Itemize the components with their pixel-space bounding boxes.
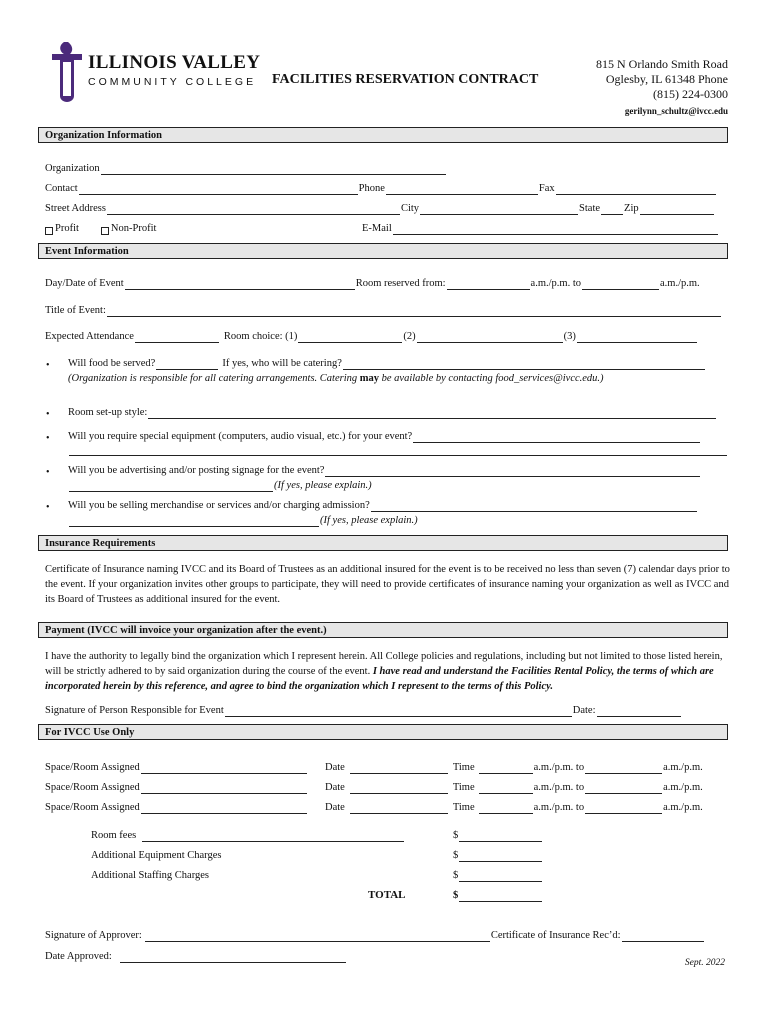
event-title-field[interactable] [107,307,721,317]
logo-line1: ILLINOIS VALLEY [88,52,261,73]
time-to-field-1[interactable] [585,764,662,774]
catering-note: (Organization is responsible for all catering arrangements. Catering may be available by contacting food_services@ivcc.edu.) [68,373,604,384]
zip-label: Zip [624,203,639,214]
state-label: State [579,203,601,214]
room-choice1-field[interactable] [298,333,402,343]
advertising-row [68,465,701,477]
selling-row [68,500,698,512]
ampm-label: a.m./p.m. [663,802,703,813]
profit-checkbox[interactable] [45,227,53,235]
time-label: Time [452,782,475,793]
room-from-label: Room reserved from: [355,278,446,289]
event-date-row [45,278,700,290]
space-room-field-3[interactable] [141,804,307,814]
city-label: City [400,203,420,214]
room-fees-note-field[interactable] [142,832,404,842]
room-date-row-3 [325,802,703,814]
attendance-label: Expected Attendance [45,331,134,342]
advertising-row2 [68,480,372,492]
setup-label: Room set-up style: [68,407,148,418]
bullet-icon: • [46,502,50,513]
staffing-charges-amount: $ [453,870,543,882]
responsible-signature-label: Signature of Person Responsible for Event [45,705,224,716]
approver-row [45,930,705,942]
day-date-field[interactable] [125,280,355,290]
room-choice3-field[interactable] [577,333,697,343]
fax-label: Fax [538,183,555,194]
ampm-label: a.m./p.m. [663,782,703,793]
total-amount: $ [453,890,543,902]
setup-field[interactable] [148,409,716,419]
total-label: TOTAL [368,889,406,901]
selling-row2 [68,515,418,527]
insurance-section-heading: Insurance Requirements [38,535,728,551]
room-to-field[interactable] [582,280,659,290]
signature-date-label: Date: [572,705,596,716]
room-choice2-field[interactable] [417,333,563,343]
space-room-label: Space/Room Assigned [45,762,140,773]
room-fees-amount: $ [453,830,543,842]
equipment-label: Will you require special equipment (computers, audio visual, etc.) for your event? [68,431,413,442]
logo-mark-icon [50,40,84,102]
advertising-field[interactable] [325,467,700,477]
room-assigned-row-3 [45,802,308,814]
approver-label: Signature of Approver: [45,930,142,941]
phone-label: Phone [358,183,385,194]
day-date-label: Day/Date of Event [45,278,124,289]
responsible-signature-row [45,705,682,717]
catering-field[interactable] [343,360,705,370]
selling-field[interactable] [371,502,697,512]
phone-field[interactable] [386,185,538,195]
ampm-label: a.m./p.m. [660,278,700,289]
staffing-charges-field[interactable] [459,872,542,882]
nonprofit-checkbox[interactable] [101,227,109,235]
ampm-label: a.m./p.m. [663,762,703,773]
attendance-row [45,331,698,343]
organization-field[interactable] [101,165,446,175]
city-field[interactable] [420,205,578,215]
room-fees-row [91,830,405,842]
time-label: Time [452,802,475,813]
address-line1: 815 N Orlando Smith Road [596,57,728,71]
email-label: E-Mail [362,223,392,234]
equipment-field-2[interactable] [69,446,727,456]
profit-checkbox-row [45,223,156,235]
space-room-label: Space/Room Assigned [45,782,140,793]
room-date-field-2[interactable] [350,784,448,794]
logo-line2: COMMUNITY COLLEGE [88,76,257,88]
college-logo [50,40,261,102]
time-from-field-3[interactable] [479,804,533,814]
equipment-charges-amount: $ [453,850,543,862]
contact-email: gerilynn_schultz@ivcc.edu [624,106,728,116]
date-label: Date [325,802,345,813]
contact-label: Contact [45,183,78,194]
organization-section-heading: Organization Information [38,127,728,143]
choice3-label: (3) [563,331,576,342]
food-row [68,358,706,370]
advertising-explain-note: (If yes, please explain.) [274,480,372,491]
fax-field[interactable] [556,185,716,195]
space-room-field-2[interactable] [141,784,307,794]
room-from-field[interactable] [447,280,530,290]
street-field[interactable] [107,205,400,215]
room-fees-label: Room fees [91,830,137,841]
advertising-field-2[interactable] [69,482,273,492]
event-section-heading: Event Information [38,243,728,259]
bullet-icon: • [46,409,50,420]
page-title: FACILITIES RESERVATION CONTRACT [272,72,539,87]
selling-explain-note: (If yes, please explain.) [320,515,418,526]
setup-row [68,407,717,419]
event-title-row [45,305,722,317]
space-room-label: Space/Room Assigned [45,802,140,813]
office-use-section-heading: For IVCC Use Only [38,724,728,740]
payment-text: I have the authority to legally bind the organization which I represent herein. All College policies and regulations, including but not limited to those listed herein, will be strictly adhered to by said organization during the course of the event. I have read and understand the Facilities Rental Policy, the terms of which are incorporated herein by this reference, and agree to bind the organization which I represent to the terms of this Policy. [45,651,723,692]
catering-label: If yes, who will be catering? [222,358,342,369]
address-row [45,203,715,215]
advertising-label: Will you be advertising and/or posting signage for the event? [68,465,325,476]
equipment-row2 [68,446,728,456]
choice2-label: (2) [403,331,416,342]
bullet-icon: • [46,467,50,478]
email-field[interactable] [393,225,718,235]
profit-label: Profit [55,223,79,234]
room-assigned-row-1 [45,762,308,774]
room-date-row-2 [325,782,703,794]
organization-row [45,163,447,175]
email-row [362,223,719,235]
date-approved-row [45,951,347,963]
signature-date-field[interactable] [597,707,681,717]
room-assigned-row-2 [45,782,308,794]
equipment-charges-label: Additional Equipment Charges [91,850,222,861]
time-to-field-3[interactable] [585,804,662,814]
contact-field[interactable] [79,185,358,195]
selling-field-2[interactable] [69,517,319,527]
organization-label: Organization [45,163,100,174]
nonprofit-label: Non-Profit [110,223,157,234]
room-fees-field[interactable] [459,832,542,842]
bullet-icon: • [46,433,50,444]
address-line2: Oglesby, IL 61348 Phone [605,72,728,86]
staffing-charges-label: Additional Staffing Charges [91,870,210,881]
equipment-field[interactable] [413,433,700,443]
equipment-row [68,431,701,443]
payment-section-heading: Payment (IVCC will invoice your organization after the event.) [38,622,728,638]
bullet-icon: • [46,360,50,371]
time-to-field-2[interactable] [585,784,662,794]
approver-signature-field[interactable] [145,932,490,942]
time-from-field-1[interactable] [479,764,533,774]
date-label: Date [325,762,345,773]
total-field[interactable] [459,892,542,902]
zip-field[interactable] [640,205,714,215]
date-approved-field[interactable] [120,953,346,963]
responsible-signature-field[interactable] [225,707,572,717]
street-label: Street Address [45,203,106,214]
food-field[interactable] [156,360,218,370]
contact-row [45,183,717,195]
insurance-received-field[interactable] [622,932,704,942]
room-date-field-3[interactable] [350,804,448,814]
room-choice-label: Room choice: (1) [223,331,298,342]
room-date-row-1 [325,762,703,774]
food-label: Will food be served? [68,358,156,369]
ampm-to-label: a.m./p.m. to [533,782,585,793]
selling-label: Will you be selling merchandise or services and/or charging admission? [68,500,370,511]
address-line3: (815) 224-0300 [653,87,728,101]
time-from-field-2[interactable] [479,784,533,794]
attendance-field[interactable] [135,333,219,343]
time-label: Time [452,762,475,773]
insurance-received-label: Certificate of Insurance Rec’d: [490,930,621,941]
ampm-to-label: a.m./p.m. to [530,278,582,289]
ampm-to-label: a.m./p.m. to [533,762,585,773]
space-room-field-1[interactable] [141,764,307,774]
event-title-label: Title of Event: [45,305,106,316]
equipment-charges-field[interactable] [459,852,542,862]
insurance-text: Certificate of Insurance naming IVCC and its Board of Trustees as an additional insured for the event is to be received no less than seven (7) calendar days prior to the event. If your organization invites other groups to participate, they will need to provide certificates of insurance naming your organization as well as IVCC and its Board of Trustees as additional insured for the event. [45,564,730,605]
ampm-to-label: a.m./p.m. to [533,802,585,813]
revision-date: Sept. 2022 [684,958,725,968]
date-approved-label: Date Approved: [45,951,112,962]
room-date-field-1[interactable] [350,764,448,774]
date-label: Date [325,782,345,793]
state-field[interactable] [601,205,623,215]
